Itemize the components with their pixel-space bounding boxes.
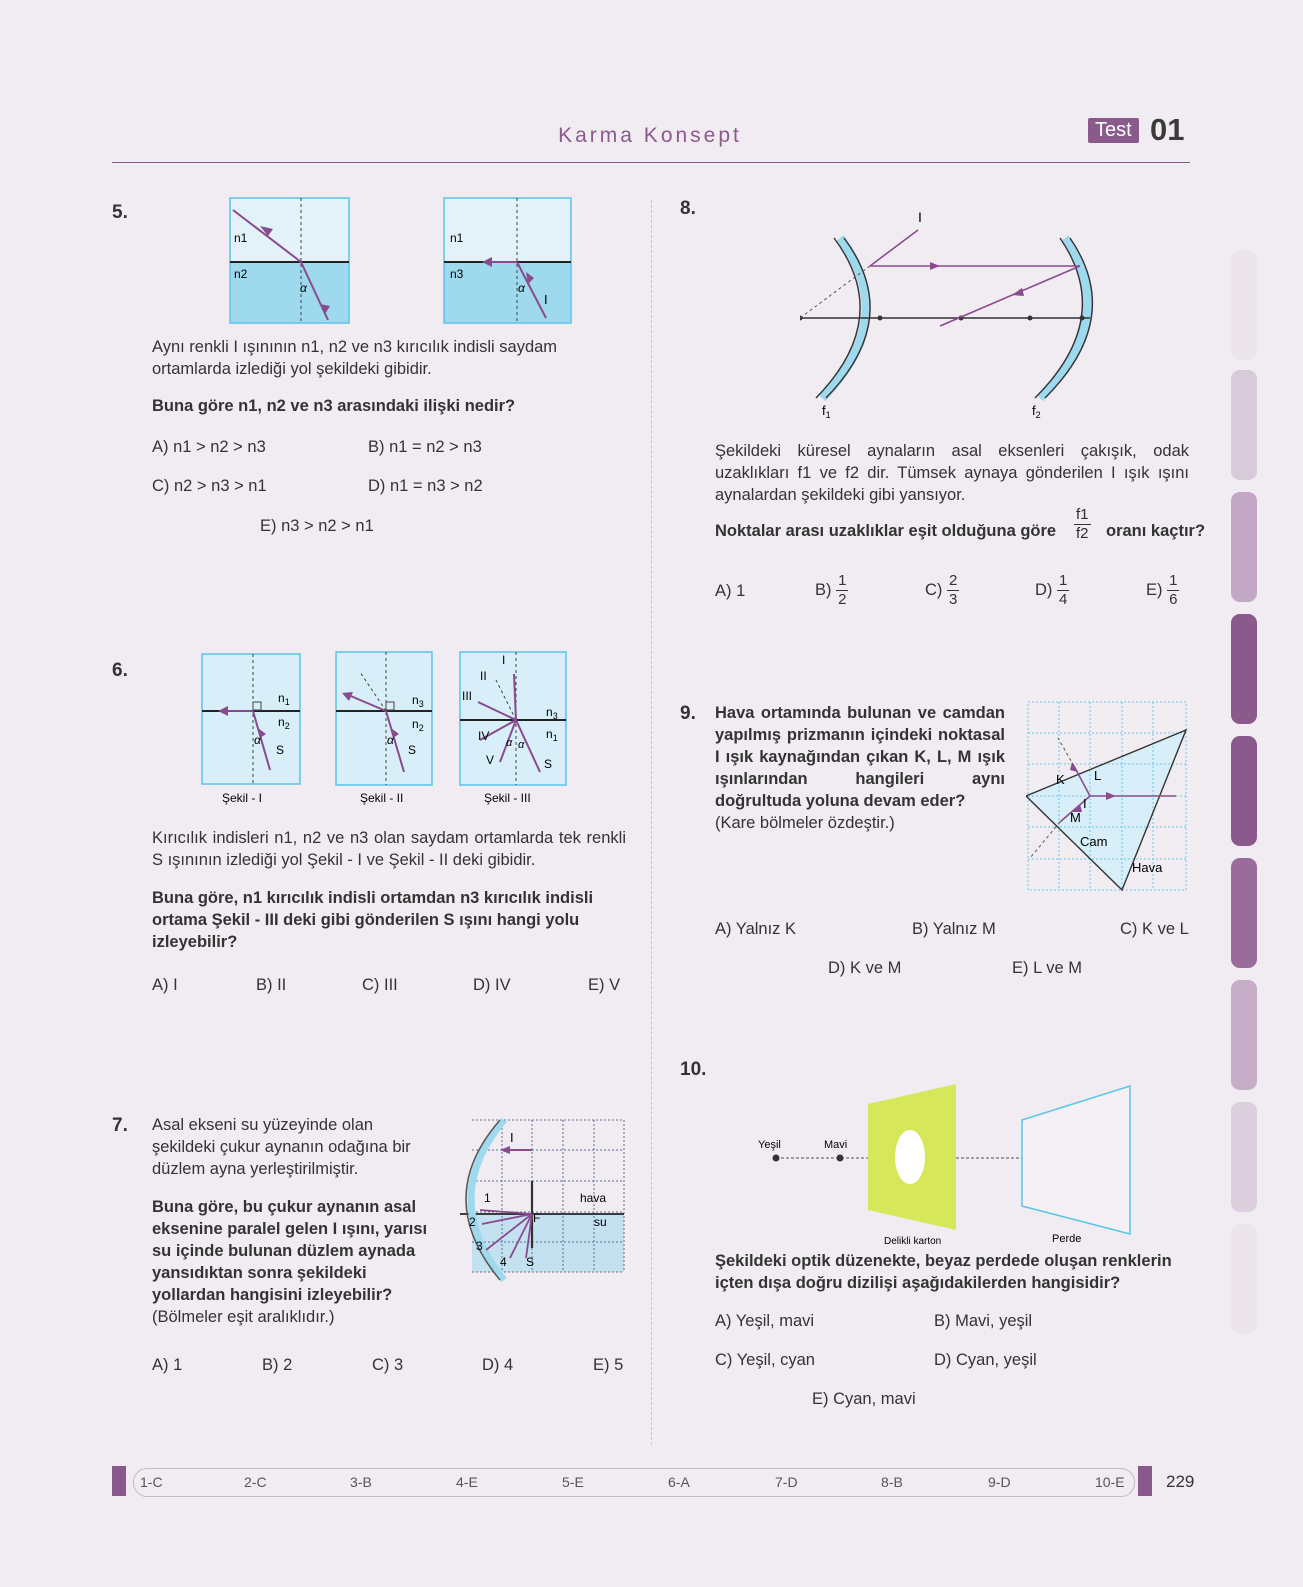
svg-text:n2: $n_2$	[278, 715, 290, 731]
path-4: 4	[500, 1255, 507, 1269]
side-tab	[1231, 492, 1257, 602]
side-tab	[1231, 858, 1257, 968]
q10-option-d[interactable]: D) Cyan, yeşil	[934, 1351, 1037, 1369]
label-water: su	[594, 1215, 607, 1229]
q7-figure	[452, 1118, 632, 1298]
ratio-den: f2	[1076, 525, 1089, 542]
q9-question: Hava ortamında bulunan ve camdan yapılmış prizmanın içindeki noktasal I ışık kaynağından çıkan K, L, M ışık ışınlarından hangileri aynı doğrultuda yoluna devam eder?	[715, 704, 1005, 810]
side-tab	[1231, 614, 1257, 724]
path-2: 2	[469, 1215, 476, 1229]
caption-sekil-3: Şekil - III	[484, 791, 531, 805]
label-blue: Mavi	[824, 1139, 848, 1151]
q7-option-e[interactable]: E) 5	[593, 1356, 624, 1374]
roman-5: V	[486, 753, 495, 767]
q7-question: Buna göre, bu çukur aynanın asal eksenine paralel gelen I ışını, yarısı su içinde bulunan düzlem aynada yansıdıktan sonra şekildeki yollardan hangisini izleyebilir?	[152, 1198, 428, 1304]
question-number: 6.	[112, 660, 128, 681]
q6-figure	[200, 650, 580, 820]
header-rule	[112, 162, 1190, 163]
path-3: 3	[476, 1239, 483, 1253]
q9-note: (Kare bölmeler özdeştir.)	[715, 814, 895, 832]
label-K: K	[1056, 772, 1065, 787]
side-tab	[1231, 370, 1257, 480]
q7-option-b[interactable]: B) 2	[262, 1356, 293, 1374]
svg-text:f1: $f_1$	[822, 403, 831, 420]
side-tab	[1231, 1224, 1257, 1334]
answer-key-item: 3-B	[350, 1474, 372, 1490]
test-label: Test	[1088, 118, 1139, 143]
label-ray: I	[918, 209, 922, 225]
question-number: 10.	[680, 1059, 707, 1080]
ratio-num: f1	[1076, 506, 1089, 523]
q5-text: Aynı renkli I ışınının n1, n2 ve n3 kırıcılık indisli saydam ortamlarda izlediği yol şekildeki gibidir.	[152, 338, 558, 378]
label-ray: I	[544, 292, 548, 307]
q8-ratio	[1074, 506, 1091, 543]
roman-3: III	[462, 689, 473, 703]
label-glass: Cam	[1080, 834, 1108, 849]
label-screen: Perde	[1052, 1233, 1082, 1245]
label-L: L	[1094, 768, 1102, 783]
column-divider	[651, 200, 652, 1445]
answer-key-item: 4-E	[456, 1474, 478, 1490]
q8-figure	[800, 200, 1120, 430]
q8-option-a[interactable]: A) 1	[715, 582, 746, 600]
q10-figure	[756, 1074, 1176, 1254]
page-number: 229	[1166, 1472, 1195, 1491]
caption-sekil-2: Şekil - II	[360, 791, 404, 805]
label-card: Delikli karton	[884, 1236, 942, 1247]
q8-question-pre: Noktalar arası uzaklıklar eşit olduğuna göre	[715, 522, 1057, 540]
answer-key-bar	[133, 1468, 1135, 1497]
label-ray: I	[510, 1130, 514, 1145]
q7-text: Asal ekseni su yüzeyinde olan şekildeki çukur aynanın odağına bir düzlem ayna yerleştirilmiştir.	[152, 1116, 411, 1178]
q6-question: Buna göre, n1 kırıcılık indisli ortamdan n3 kırıcılık indisli ortama Şekil - III deki gibi gönderilen S ışını hangi yolu izleyebilir?	[152, 889, 594, 951]
q10-option-a[interactable]: A) Yeşil, mavi	[715, 1312, 815, 1330]
label-M: M	[1070, 810, 1081, 825]
side-tab	[1231, 736, 1257, 846]
side-tab	[1231, 250, 1257, 360]
caption-sekil-1: Şekil - I	[222, 791, 263, 805]
question-number: 7.	[112, 1115, 128, 1136]
svg-text:α: α	[254, 733, 261, 747]
label-n2: n2	[234, 267, 248, 281]
answer-key-item: 6-A	[668, 1474, 690, 1490]
q8-question-post: oranı kaçtır?	[1106, 522, 1206, 540]
q10-option-c[interactable]: C) Yeşil, cyan	[715, 1351, 815, 1369]
label-ray: S	[544, 757, 553, 771]
q5-option-c[interactable]: C) n2 > n3 > n1	[152, 477, 267, 495]
q10-option-e[interactable]: E) Cyan, mavi	[812, 1390, 916, 1408]
label-I: I	[1083, 796, 1087, 811]
q8-option-e[interactable]: E) $\frac{1}{6}$	[1146, 572, 1178, 608]
q10-option-b[interactable]: B) Mavi, yeşil	[934, 1312, 1033, 1330]
q5-question: Buna göre n1, n2 ve n3 arasındaki ilişki nedir?	[152, 397, 516, 415]
svg-text:n1: $n_1$	[546, 727, 558, 743]
q6-option-a[interactable]: A) I	[152, 976, 178, 994]
q8-text: Şekildeki küresel aynaların asal eksenleri çakışık, odak uzaklıkları f1 ve f2 dir. Tümsek aynaya gönderilen I ışık ışını aynalardan şekildeki gibi yansıyor.	[715, 442, 1189, 504]
q7-note: (Bölmeler eşit aralıklıdır.)	[152, 1308, 335, 1326]
side-tab	[1231, 980, 1257, 1090]
footer-marker-right	[1138, 1466, 1152, 1496]
answer-key-item: 7-D	[775, 1474, 798, 1490]
footer-marker-left	[112, 1466, 126, 1496]
q7-option-d[interactable]: D) 4	[482, 1356, 514, 1374]
label-n3: n3	[450, 267, 464, 281]
label-n1: n1	[234, 231, 248, 245]
q9-option-e[interactable]: E) L ve M	[1012, 959, 1082, 977]
q9-option-a[interactable]: A) Yalnız K	[715, 920, 797, 938]
label-ray: S	[276, 743, 285, 757]
svg-text:n1: $n_1$	[278, 691, 290, 707]
question-number: 9.	[680, 703, 696, 724]
q10-question: Şekildeki optik düzenekte, beyaz perdede oluşan renklerin içten dışa doğru dizilişi aşağıdakilerden hangisidir?	[715, 1252, 1172, 1292]
question-number: 8.	[680, 198, 696, 219]
q9-option-d[interactable]: D) K ve M	[828, 959, 902, 977]
label-alpha: α	[300, 281, 307, 295]
label-ray: S	[408, 743, 417, 757]
q5-option-d[interactable]: D) n1 = n3 > n2	[368, 477, 483, 495]
roman-4: IV	[478, 729, 490, 743]
roman-1: I	[502, 653, 506, 667]
q5-option-b[interactable]: B) n1 = n2 > n3	[368, 438, 482, 456]
q5-figure	[228, 196, 578, 328]
q9-figure	[1026, 700, 1192, 900]
q8-option-b[interactable]: B) $\frac{1}{2}$	[815, 572, 847, 608]
q6-option-c[interactable]: C) III	[362, 976, 398, 994]
q6-option-b[interactable]: B) II	[256, 976, 287, 994]
svg-text:α: α	[518, 739, 525, 751]
q6-text: Kırıcılık indisleri n1, n2 ve n3 olan saydam ortamlarda tek renkli S ışınının izlediği yol Şekil - I ve Şekil - II deki gibidir.	[152, 829, 626, 869]
answer-key-item: 8-B	[881, 1474, 903, 1490]
label-n1: n1	[450, 231, 464, 245]
q5-option-a[interactable]: A) n1 > n2 > n3	[152, 438, 266, 456]
q7-option-a[interactable]: A) 1	[152, 1356, 183, 1374]
q5-option-e[interactable]: E) n3 > n2 > n1	[260, 517, 374, 535]
label-mirror: S	[526, 1255, 535, 1269]
label-air: Hava	[1132, 860, 1163, 875]
svg-text:n3: $n_3$	[412, 693, 424, 709]
label-green: Yeşil	[758, 1139, 781, 1151]
side-tab	[1231, 1102, 1257, 1212]
svg-text:f2: $f_2$	[1032, 403, 1041, 420]
roman-2: II	[480, 669, 487, 683]
q9-option-b[interactable]: B) Yalnız M	[912, 920, 996, 938]
answer-key-item: 5-E	[562, 1474, 584, 1490]
path-1: 1	[484, 1191, 491, 1205]
question-number: 5.	[112, 202, 128, 223]
label-air: hava	[580, 1191, 607, 1205]
svg-text:α: α	[506, 737, 513, 749]
q6-option-d[interactable]: D) IV	[473, 976, 511, 994]
answer-key-item: 2-C	[244, 1474, 267, 1490]
q7-option-c[interactable]: C) 3	[372, 1356, 404, 1374]
answer-key-item: 1-C	[140, 1474, 163, 1490]
svg-text:n3: $n_3$	[546, 705, 558, 721]
section-title: Karma Konsept	[558, 124, 742, 147]
test-number: 01	[1150, 112, 1185, 147]
answer-key-item: 10-E	[1095, 1474, 1125, 1490]
answer-key-item: 9-D	[988, 1474, 1011, 1490]
q6-option-e[interactable]: E) V	[588, 976, 621, 994]
q8-option-c[interactable]: C) $\frac{2}{3}$	[925, 572, 958, 608]
svg-text:n2: $n_2$	[412, 717, 424, 733]
label-focus: F	[533, 1211, 541, 1225]
svg-text:α: α	[387, 733, 394, 747]
q9-option-c[interactable]: C) K ve L	[1120, 920, 1189, 938]
label-alpha: α	[518, 281, 525, 295]
q8-option-d[interactable]: D) $\frac{1}{4}$	[1035, 572, 1068, 608]
